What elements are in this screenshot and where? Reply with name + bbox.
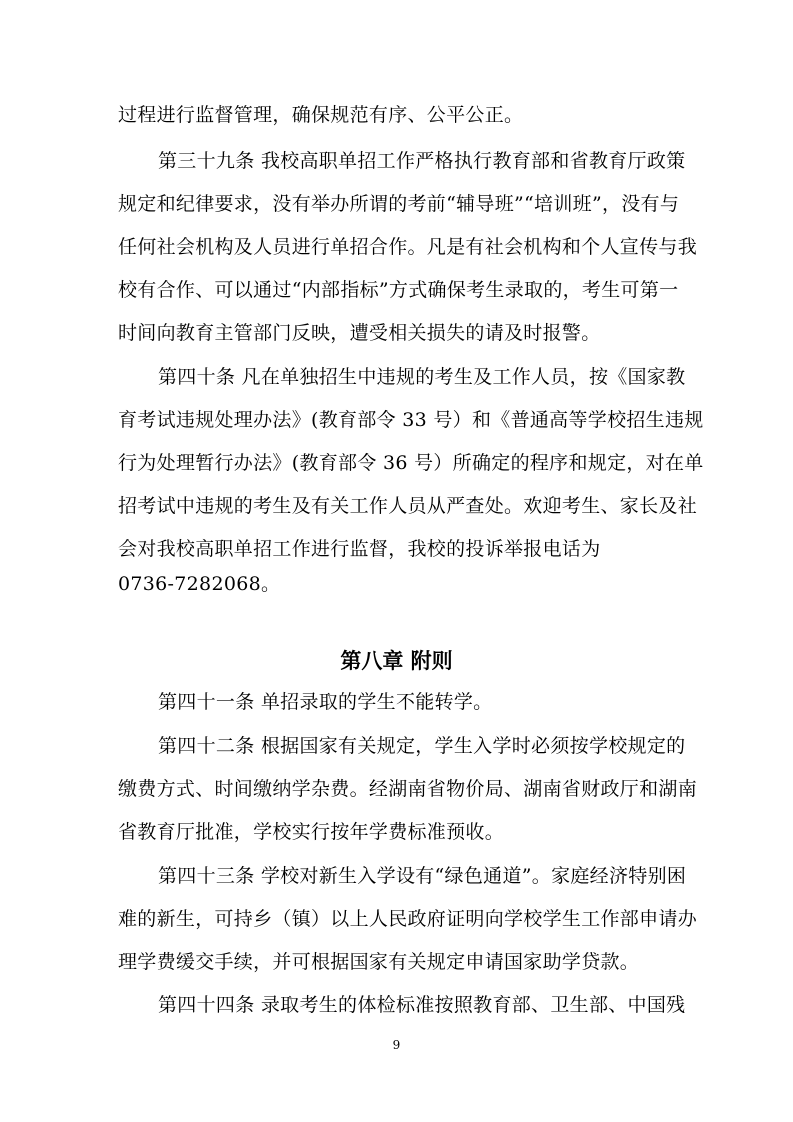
article-39-line: 时间向教育主管部门反映，遭受相关损失的请及时报警。 (118, 322, 601, 344)
article-42-line: 缴费方式、时间缴纳学杂费。经湖南省物价局、湖南省财政厅和湖南 (118, 778, 698, 800)
article-39-line: 校有合作、可以通过“内部指标”方式确保考生录取的，考生可第一 (118, 279, 679, 301)
article-40-line: 会对我校高职单招工作进行监督，我校的投诉举报电话为 (118, 538, 601, 560)
article-43-line: 理学费缓交手续，并可根据国家有关规定申请国家助学贷款。 (118, 951, 640, 973)
chapter-heading: 第八章 附则 (340, 649, 453, 673)
article-40-line: 招考试中违规的考生及有关工作人员从严查处。欢迎考生、家长及社 (118, 495, 698, 517)
article-42-line: 第四十二条 根据国家有关规定，学生入学时必须按学校规定的 (158, 735, 686, 757)
article-43-line: 第四十三条 学校对新生入学设有“绿色通道”。家庭经济特别困 (158, 865, 687, 887)
page-number: 9 (392, 1038, 401, 1052)
article-40-line: 0736-7282068。 (118, 573, 281, 595)
article-40-line: 第四十条 凡在单独招生中违规的考生及工作人员，按《国家教 (158, 366, 686, 388)
paragraph-line: 过程进行监督管理，确保规范有序、公平公正。 (118, 104, 524, 126)
article-39-line: 第三十九条 我校高职单招工作严格执行教育部和省教育厅政策 (158, 150, 686, 172)
article-39-line: 规定和纪律要求，没有举办所谓的考前“辅导班”“培训班”，没有与 (118, 193, 680, 215)
article-40-line: 行为处理暂行办法》(教育部令 36 号）所确定的程序和规定，对在单 (118, 452, 704, 474)
article-40-line: 育考试违规处理办法》(教育部令 33 号）和《普通高等学校招生违规 (118, 409, 704, 431)
article-39-line: 任何社会机构及人员进行单招合作。凡是有社会机构和个人宣传与我 (118, 236, 698, 258)
article-41-line: 第四十一条 单招录取的学生不能转学。 (158, 691, 493, 713)
article-44-line: 第四十四条 录取考生的体检标准按照教育部、卫生部、中国残 (158, 994, 686, 1016)
article-43-line: 难的新生，可持乡（镇）以上人民政府证明向学校学生工作部申请办 (118, 908, 698, 930)
article-42-line: 省教育厅批准，学校实行按年学费标准预收。 (118, 821, 505, 843)
